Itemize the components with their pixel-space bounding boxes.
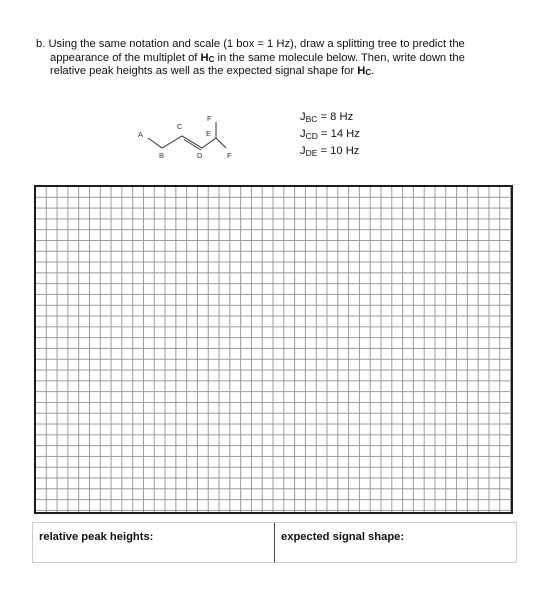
coupling-jcd: JCD = 14 Hz <box>300 128 360 141</box>
relative-peak-heights-label: relative peak heights: <box>39 531 154 543</box>
question-line-3-pre: relative peak heights as well as the expected signal shape for <box>50 65 358 77</box>
molecule-structure <box>130 108 250 170</box>
coupling-jbc: JBC = 8 Hz <box>300 111 354 124</box>
splitting-tree-grid[interactable] <box>34 185 513 514</box>
question-line-1: b. Using the same notation and scale (1 box = 1 Hz), draw a splitting tree to predict the <box>36 38 465 50</box>
question-text <box>36 38 516 79</box>
label-c: C <box>177 122 183 131</box>
answer-table <box>32 522 517 563</box>
label-f-top: F <box>207 114 212 123</box>
branch-bond-down <box>216 138 226 148</box>
h-c-label: HC <box>357 65 372 77</box>
label-e: E <box>206 129 212 138</box>
expected-signal-shape-label: expected signal shape: <box>281 531 405 543</box>
molecule-skeleton-drawing <box>130 108 250 170</box>
relative-peak-heights-cell[interactable] <box>32 523 274 562</box>
expected-signal-shape-cell[interactable] <box>274 523 517 562</box>
label-d: D <box>197 151 203 160</box>
coupling-constants <box>300 109 360 160</box>
h-c-label: HC <box>200 51 215 64</box>
label-a: A <box>138 130 144 139</box>
question-line-2-post: in the same molecule below. Then, write down the <box>214 51 465 64</box>
label-f-bottom: F <box>227 151 232 160</box>
question-line-2-pre: appearance of the multiplet of <box>50 51 201 64</box>
question-line-3 <box>36 65 516 79</box>
double-bond-line <box>184 140 201 151</box>
question-line-3-post: . <box>371 65 375 77</box>
label-b: B <box>159 151 165 160</box>
question-line-2 <box>36 52 516 66</box>
coupling-jde: JDE = 10 Hz <box>300 145 360 158</box>
